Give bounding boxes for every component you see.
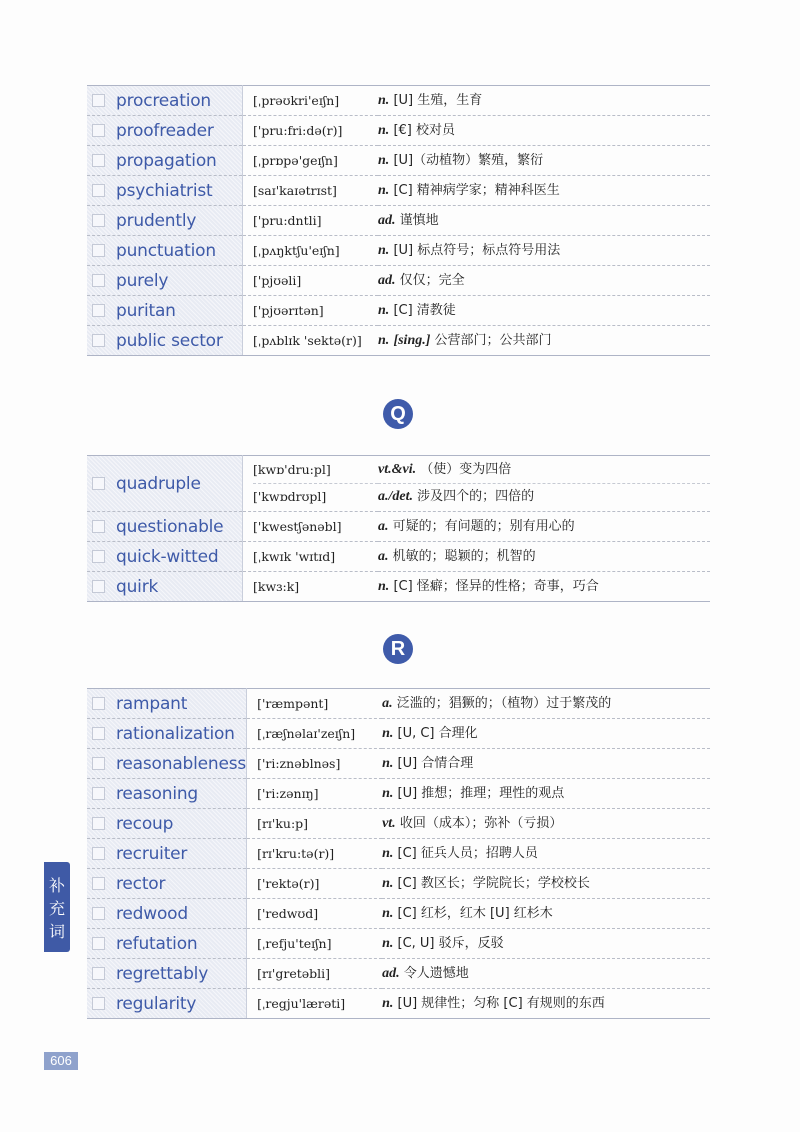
vocab-word: rampant (116, 693, 188, 714)
vocab-word: regrettably (116, 963, 209, 984)
vocab-table-q (87, 455, 710, 602)
part-of-speech: n. (382, 755, 394, 771)
definition-text: [C] 红杉，红木 [U] 红杉木 (397, 905, 553, 921)
word-checkbox[interactable] (92, 877, 105, 890)
pronunciation: [ˌpʌŋktʃu'eɪʃn] (253, 242, 340, 258)
pronunciation: [rɪ'ku:p] (257, 815, 309, 831)
pronunciation-cell (243, 296, 379, 326)
definition (382, 811, 710, 837)
definition-text: [U] 规律性；匀称 [C] 有规则的东西 (397, 995, 605, 1011)
pronunciation-cell (243, 116, 379, 146)
vocab-row (87, 86, 710, 116)
pronunciation: ['pru:fri:də(r)] (253, 122, 343, 138)
definition (378, 298, 710, 324)
vocab-row (87, 809, 710, 839)
pronunciation: ['kwestʃənəbl] (253, 518, 342, 534)
word-checkbox[interactable] (92, 907, 105, 920)
definition-text: 令人遗憾地 (403, 965, 469, 981)
vocab-row (87, 116, 710, 146)
vocab-row (87, 456, 710, 512)
word-checkbox[interactable] (92, 214, 105, 227)
vocab-row (87, 749, 710, 779)
word-cell (87, 839, 247, 869)
part-of-speech: a./det. (378, 489, 413, 504)
definition (378, 268, 710, 294)
definition-text: 仅仅；完全 (399, 272, 465, 288)
vocab-row (87, 206, 710, 236)
part-of-speech: n. (378, 242, 390, 258)
vocab-row (87, 236, 710, 266)
definition-text: [€] 校对员 (393, 122, 455, 138)
word-checkbox[interactable] (92, 334, 105, 347)
part-of-speech: n. (382, 845, 394, 861)
pronunciation: [ˌprəʊkri'eɪʃn] (253, 92, 340, 108)
pronunciation-cell (243, 456, 379, 512)
pronunciation-cell (247, 839, 383, 869)
word-checkbox[interactable] (92, 124, 105, 137)
vocab-row (87, 326, 710, 356)
definition-cell (382, 719, 710, 749)
definition-text: [U]（动植物）繁殖，繁衍 (393, 152, 544, 168)
word-checkbox[interactable] (92, 697, 105, 710)
definition-text: 谨慎地 (399, 212, 439, 228)
word-cell (87, 206, 243, 236)
pronunciation: [ˌrefju'teɪʃn] (257, 935, 332, 951)
vocab-word: psychiatrist (116, 180, 213, 201)
word-cell (87, 456, 243, 512)
vocab-word: recruiter (116, 843, 188, 864)
vocab-word: rector (116, 873, 166, 894)
vocab-row (87, 779, 710, 809)
definition-text: [C] 清教徒 (393, 302, 456, 318)
pronunciation: ['redwʊd] (257, 905, 319, 921)
pronunciation: [kwɜ:k] (253, 578, 300, 594)
definition (382, 751, 710, 777)
definition-text: 收回（成本）；弥补（亏损） (399, 815, 563, 831)
vocab-word: questionable (116, 516, 224, 537)
word-checkbox[interactable] (92, 244, 105, 257)
vocab-word: proofreader (116, 120, 214, 141)
vocab-row (87, 719, 710, 749)
word-cell (87, 869, 247, 899)
definition-cell (382, 899, 710, 929)
definition-text: [U] 标点符号；标点符号用法 (393, 242, 561, 258)
word-checkbox[interactable] (92, 937, 105, 950)
pronunciation-cell (243, 236, 379, 266)
definition-text: [U, C] 合理化 (397, 725, 478, 741)
definition (378, 514, 710, 540)
word-checkbox[interactable] (92, 274, 105, 287)
part-of-speech: n. (378, 152, 390, 168)
word-checkbox[interactable] (92, 477, 105, 490)
definition-cell (382, 809, 710, 839)
pronunciation-cell (243, 206, 379, 236)
word-cell (87, 146, 243, 176)
pronunciation: ['ri:zənɪŋ] (257, 785, 319, 801)
pronunciation-cell (243, 572, 379, 602)
pronunciation: [ˌkwɪk 'wɪtɪd] (253, 548, 336, 564)
pronunciation: ['kwɒdrʊpl] (253, 483, 378, 510)
definition-cell (382, 869, 710, 899)
definition (378, 208, 710, 234)
definition (378, 178, 710, 204)
word-checkbox[interactable] (92, 520, 105, 533)
definition-text: 公营部门；公共部门 (430, 332, 552, 348)
vocab-row (87, 542, 710, 572)
definition-cell (378, 86, 710, 116)
word-cell (87, 116, 243, 146)
pronunciation-cell (243, 146, 379, 176)
vocab-word: propagation (116, 150, 217, 171)
definition (382, 721, 710, 747)
definition-cell (378, 116, 710, 146)
word-cell (87, 929, 247, 959)
vocab-word: regularity (116, 993, 197, 1014)
part-of-speech: n. (378, 182, 390, 198)
definition-cell (378, 572, 710, 602)
pronunciation-cell (247, 689, 383, 719)
part-of-speech: n. (382, 875, 394, 891)
word-cell (87, 176, 243, 206)
vocab-word: recoup (116, 813, 174, 834)
page-number: 606 (44, 1052, 78, 1070)
pronunciation-cell (247, 749, 383, 779)
definition-cell (378, 512, 710, 542)
definition (378, 544, 710, 570)
vocab-word: reasoning (116, 783, 199, 804)
vocab-word: quadruple (116, 473, 201, 494)
definition-text: [U] 生殖，生育 (393, 92, 483, 108)
vocab-row (87, 989, 710, 1019)
word-checkbox[interactable] (92, 550, 105, 563)
definition-text: 机敏的；聪颖的；机智的 (392, 548, 536, 564)
pronunciation-cell (243, 176, 379, 206)
definition (382, 991, 710, 1017)
word-cell (87, 719, 247, 749)
pronunciation: [kwɒ'dru:pl] (253, 462, 331, 477)
side-tab-char: 充 (48, 899, 65, 918)
word-checkbox[interactable] (92, 154, 105, 167)
part-of-speech: a. (382, 695, 393, 711)
pronunciation: ['rektə(r)] (257, 875, 320, 891)
pronunciation: ['pru:dntli] (253, 212, 322, 228)
word-cell (87, 749, 247, 779)
pronunciation: ['ræmpənt] (257, 695, 329, 711)
vocab-row (87, 512, 710, 542)
pronunciation-cell (247, 929, 383, 959)
definition-cell (378, 542, 710, 572)
vocab-word: quirk (116, 576, 159, 597)
pronunciation: [rɪ'gretəbli] (257, 965, 331, 981)
pronunciation: [saɪ'kaɪətrɪst] (253, 182, 337, 198)
word-checkbox[interactable] (92, 94, 105, 107)
definition (378, 574, 710, 600)
word-cell (87, 542, 243, 572)
definition (378, 328, 710, 354)
part-of-speech: vt.&vi. (378, 462, 417, 477)
word-checkbox[interactable] (92, 847, 105, 860)
definition (382, 691, 710, 717)
word-checkbox[interactable] (92, 757, 105, 770)
part-of-speech: ad. (378, 272, 396, 288)
part-of-speech: n. (378, 302, 390, 318)
vocab-row (87, 266, 710, 296)
word-cell (87, 326, 243, 356)
definition-text: 涉及四个的；四倍的 (417, 489, 535, 504)
word-checkbox[interactable] (92, 967, 105, 980)
definition-cell (382, 689, 710, 719)
vocab-word: purely (116, 270, 169, 291)
vocab-table-r (87, 688, 710, 1019)
definition (382, 841, 710, 867)
vocab-row (87, 929, 710, 959)
definition-text: [C] 精神病学家；精神科医生 (393, 182, 560, 198)
word-checkbox[interactable] (92, 997, 105, 1010)
definition (382, 931, 710, 957)
pronunciation: [ˌregju'lærəti] (257, 995, 346, 1011)
definition-cell (378, 266, 710, 296)
definition-cell (378, 326, 710, 356)
definition-cell (378, 146, 710, 176)
pronunciation: ['ri:znəblnəs] (257, 755, 341, 771)
pronunciation-cell (247, 989, 383, 1019)
vocab-word: procreation (116, 90, 212, 111)
definition (378, 148, 710, 174)
part-of-speech: n. (382, 725, 394, 741)
definition-cell (382, 749, 710, 779)
word-cell (87, 512, 243, 542)
definition-text: 可疑的；有问题的；别有用心的 (392, 518, 575, 534)
definition-cell (382, 989, 710, 1019)
pronunciation: ['pjʊəli] (253, 272, 302, 288)
part-of-speech: n. (382, 905, 394, 921)
definition-text: [C] 征兵人员；招聘人员 (397, 845, 538, 861)
word-cell (87, 266, 243, 296)
part-of-speech: a. (378, 518, 389, 534)
word-cell (87, 86, 243, 116)
pronunciation: ['pjʊərɪtən] (253, 302, 324, 318)
pronunciation-cell (247, 869, 383, 899)
vocab-row (87, 146, 710, 176)
word-cell (87, 236, 243, 266)
word-cell (87, 689, 247, 719)
part-of-speech: n. (378, 332, 390, 348)
definition-text: （使）变为四倍 (420, 462, 512, 477)
part-of-speech: n. (378, 122, 390, 138)
pronunciation-cell (247, 779, 383, 809)
pronunciation: [ˌprɒpə'geɪʃn] (253, 152, 338, 168)
vocab-word: public sector (116, 330, 223, 351)
word-checkbox[interactable] (92, 817, 105, 830)
part-of-speech: n. (382, 935, 394, 951)
vocab-row (87, 296, 710, 326)
definition-cell (382, 839, 710, 869)
definition (382, 901, 710, 927)
vocab-word: reasonableness (116, 753, 247, 774)
word-cell (87, 959, 247, 989)
vocab-word: refutation (116, 933, 198, 954)
vocab-row (87, 839, 710, 869)
word-checkbox[interactable] (92, 304, 105, 317)
vocab-table-p (87, 85, 710, 356)
vocab-row (87, 689, 710, 719)
definition-cell (378, 236, 710, 266)
word-cell (87, 779, 247, 809)
definition-cell (378, 206, 710, 236)
word-checkbox[interactable] (92, 787, 105, 800)
pronunciation-cell (247, 899, 383, 929)
vocab-row (87, 572, 710, 602)
part-of-speech: n. (378, 578, 390, 594)
part-of-speech: a. (378, 548, 389, 564)
definition-cell (378, 456, 710, 512)
pronunciation-cell (243, 326, 379, 356)
definition (382, 961, 710, 987)
definition-cell (378, 296, 710, 326)
vocab-word: quick-witted (116, 546, 219, 567)
definition (378, 118, 710, 144)
word-cell (87, 296, 243, 326)
definition (378, 238, 710, 264)
definition (378, 483, 710, 510)
pronunciation: [rɪ'kru:tə(r)] (257, 845, 335, 861)
definition-cell (382, 779, 710, 809)
usage-label: [sing.] (393, 332, 431, 348)
section-side-tab (44, 862, 70, 952)
word-cell (87, 572, 243, 602)
part-of-speech: n. (382, 785, 394, 801)
part-of-speech: n. (378, 92, 390, 108)
pronunciation: [ˌpʌblɪk 'sektə(r)] (253, 332, 362, 348)
definition-cell (382, 959, 710, 989)
definition-cell (378, 176, 710, 206)
pronunciation-cell (243, 86, 379, 116)
vocab-word: prudently (116, 210, 197, 231)
definition-text: [C, U] 驳斥，反驳 (397, 935, 504, 951)
vocab-row (87, 899, 710, 929)
part-of-speech: vt. (382, 815, 396, 831)
word-checkbox[interactable] (92, 727, 105, 740)
pronunciation-cell (247, 959, 383, 989)
vocab-word: puritan (116, 300, 176, 321)
definition-text: [U] 推想；推理；理性的观点 (397, 785, 565, 801)
definition (378, 88, 710, 114)
pronunciation-cell (247, 809, 383, 839)
pronunciation: [ˌræʃnəlaɪ'zeɪʃn] (257, 725, 356, 741)
part-of-speech: ad. (382, 965, 400, 981)
word-cell (87, 809, 247, 839)
definition (382, 871, 710, 897)
word-checkbox[interactable] (92, 184, 105, 197)
side-tab-char: 词 (48, 922, 65, 941)
definition-cell (382, 929, 710, 959)
definition-text: [C] 怪癖；怪异的性格；奇事，巧合 (393, 578, 599, 594)
definition (382, 781, 710, 807)
side-tab-char: 补 (48, 876, 65, 895)
section-letter-q: Q (383, 399, 413, 429)
vocab-word: rationalization (116, 723, 235, 744)
vocab-word: punctuation (116, 240, 216, 261)
word-cell (87, 989, 247, 1019)
part-of-speech: n. (382, 995, 394, 1011)
vocab-row (87, 959, 710, 989)
pronunciation-cell (243, 512, 379, 542)
vocab-row (87, 869, 710, 899)
definition-text: [U] 合情合理 (397, 755, 474, 771)
pronunciation-cell (243, 542, 379, 572)
part-of-speech: ad. (378, 212, 396, 228)
word-checkbox[interactable] (92, 580, 105, 593)
word-cell (87, 899, 247, 929)
vocab-row (87, 176, 710, 206)
definition-text: 泛滥的；猖獗的；（植物）过于繁茂的 (396, 695, 612, 711)
definition (378, 457, 710, 483)
definition-text: [C] 教区长；学院院长；学校校长 (397, 875, 590, 891)
pronunciation-cell (247, 719, 383, 749)
vocab-word: redwood (116, 903, 188, 924)
pronunciation-cell (243, 266, 379, 296)
section-letter-r: R (383, 634, 413, 664)
